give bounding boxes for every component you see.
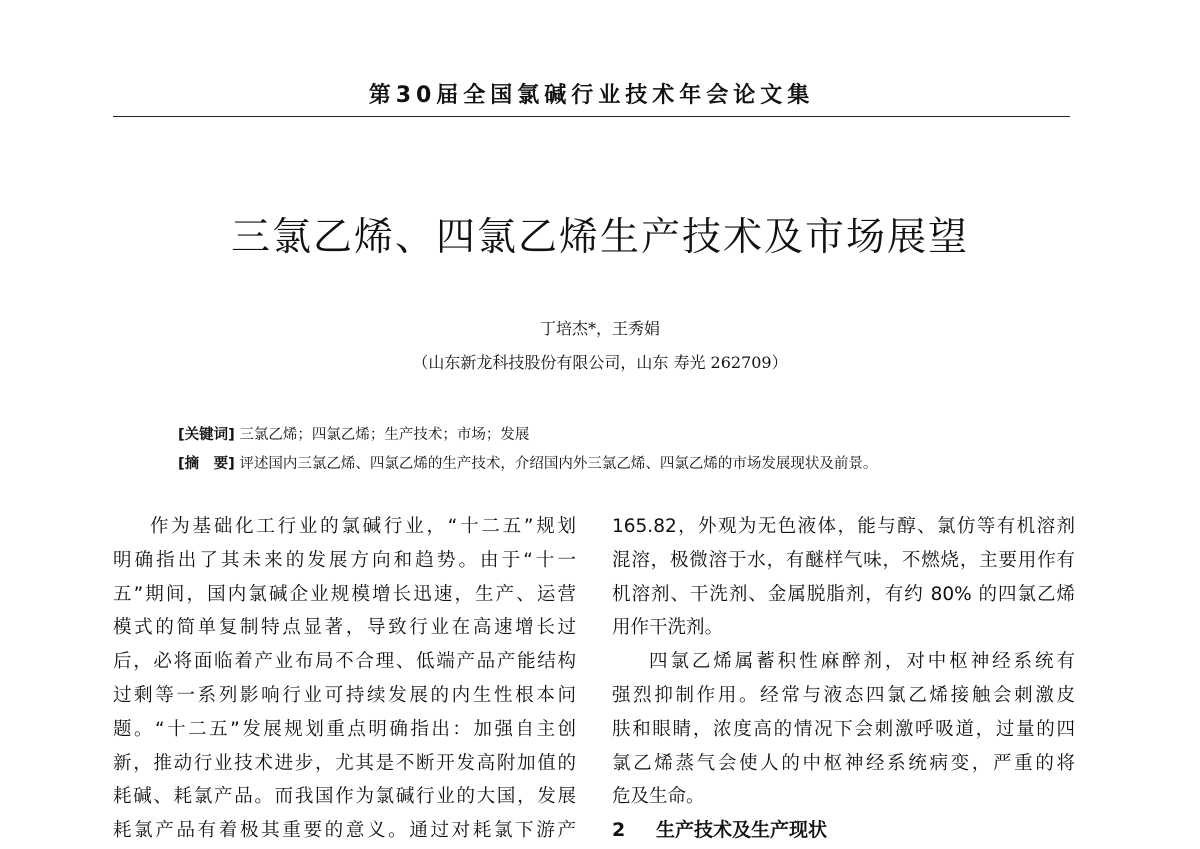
text-line: 肤和眼睛，浓度高的情况下会刺激呼吸道，过量的四 [612, 718, 1075, 740]
keywords-text: 三氯乙烯；四氯乙烯；生产技术；市场；发展 [239, 427, 530, 443]
text-line: 机溶剂、干洗剂、金属脱脂剂，有约 80% 的四氯乙烯 [612, 583, 1075, 605]
authors: 丁培杰*，王秀娟 [539, 319, 660, 338]
text-line: 耗氯产品有着极其重要的意义。通过对耗氯下游产 [113, 820, 576, 842]
keywords [178, 423, 529, 444]
text-line: 氯乙烯蒸气会使人的中枢神经系统病变，严重的将 [612, 752, 1075, 774]
keywords-label: [关键词] [178, 427, 235, 443]
text-line: 危及生命。 [612, 786, 705, 808]
abstract [178, 452, 877, 473]
text-line: 新，推动行业技术进步，尤其是不断开发高附加值的 [113, 752, 576, 774]
text-line: 165.82，外观为无色液体，能与醇、氯仿等有机溶剂 [612, 516, 1075, 537]
left-column [113, 510, 576, 848]
text-line: 耗碱、耗氯产品。而我国作为氯碱行业的大国，发展 [113, 786, 576, 808]
text-line: 混溶，极微溶于水，有醚样气味，不燃烧，主要用作有 [612, 549, 1075, 571]
text-line: 作为基础化工行业的氯碱行业，“十二五”规划 [150, 516, 576, 537]
text-line: 题。“十二五”发展规划重点明确指出：加强自主创 [113, 718, 576, 740]
text-line: 四氯乙烯属蓄积性麻醉剂，对中枢神经系统有 [649, 651, 1075, 673]
section-heading [612, 814, 1075, 848]
abstract-label: [摘 要] [178, 456, 235, 472]
text-line: 后，必将面临着产业布局不合理、低端产品产能结构 [113, 651, 576, 673]
header-rule [113, 116, 1070, 117]
text-line: 用作干洗剂。 [612, 617, 724, 639]
section-title: 生产技术及生产现状 [656, 819, 828, 842]
text-line: 明确指出了其未来的发展方向和趋势。由于“十一 [113, 549, 576, 571]
paper-title: 三氯乙烯、四氯乙烯生产技术及市场展望 [230, 215, 969, 260]
text-line: 五”期间，国内氯碱企业规模增长迅速，生产、运营 [113, 583, 576, 605]
text-line: 模式的简单复制特点显著，导致行业在高速增长过 [113, 617, 576, 639]
section-number: 2 [612, 819, 626, 842]
abstract-text: 评述国内三氯乙烯、四氯乙烯的生产技术，介绍国内外三氯乙烯、四氯乙烯的市场发展现状及前景。 [239, 456, 878, 472]
affiliation: （山东新龙科技股份有限公司，山东 寿光 262709） [412, 353, 788, 372]
text-line: 过剩等一系列影响行业可持续发展的内生性根本问 [113, 684, 576, 706]
right-column [612, 510, 1075, 848]
text-line: 强烈抑制作用。经常与液态四氯乙烯接触会刺激皮 [612, 684, 1075, 706]
running-header: 第30届全国氯碱行业技术年会论文集 [368, 83, 815, 108]
